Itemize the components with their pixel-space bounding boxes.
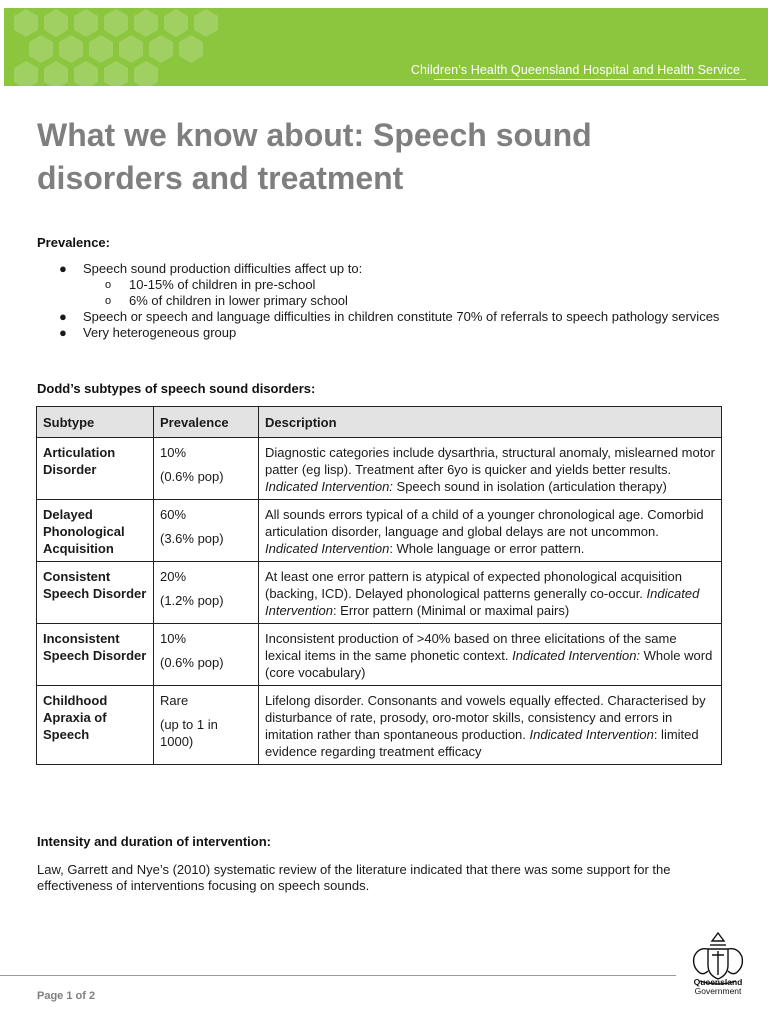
- prevalence-cell: Rare (up to 1 in 1000): [154, 686, 259, 765]
- subtypes-table: [36, 406, 722, 765]
- subtype-cell: Consistent Speech Disorder: [37, 562, 154, 624]
- circle-bullet-icon: o: [105, 279, 112, 291]
- column-header-prevalence: Prevalence: [154, 407, 259, 438]
- page-number: Page 1 of 2: [37, 990, 96, 1002]
- table-row: [37, 438, 722, 500]
- table-row: [37, 686, 722, 765]
- queensland-government-logo: Queensland Government: [693, 977, 743, 996]
- description-cell: Diagnostic categories include dysarthria, structural anomaly, mislearned motor patter (eg lisp). Treatment after 6yo is quicker and yields better results. Indicated Intervention: Speech sound in isolation (articulation therapy): [259, 438, 722, 500]
- sub-list-item: o 6% of children in lower primary school: [105, 293, 348, 308]
- description-cell: All sounds errors typical of a child of a younger chronological age. Comorbid articulation disorder, language and global delays are not uncommon. Indicated Intervention: Whole language or error pattern.: [259, 500, 722, 562]
- sub-list: [83, 277, 737, 309]
- header-banner: [4, 8, 768, 86]
- column-header-subtype: Subtype: [37, 407, 154, 438]
- subtype-cell: Articulation Disorder: [37, 438, 154, 500]
- column-header-description: Description: [259, 407, 722, 438]
- list-item: ● Speech sound production difficulties affect up to: o 10-15% of children in pre-school o 6% of children in lower primary school: [37, 261, 737, 309]
- circle-bullet-icon: o: [105, 295, 112, 307]
- footer-divider: [0, 975, 676, 976]
- organization-name: Children’s Health Queensland Hospital and Health Service: [410, 63, 740, 77]
- description-cell: Inconsistent production of >40% based on three elicitations of the same lexical items in the same phonetic context. Indicated Intervention: Whole word (core vocabulary): [259, 624, 722, 686]
- description-cell: At least one error pattern is atypical of expected phonological acquisition (backing, ICD). Delayed phonological patterns generally co-occur. Indicated Intervention: Error pattern (Minimal or maximal pairs): [259, 562, 722, 624]
- subtype-cell: Childhood Apraxia of Speech: [37, 686, 154, 765]
- intensity-heading: Intensity and duration of intervention:: [37, 834, 271, 849]
- prevalence-heading: Prevalence:: [37, 235, 110, 250]
- prevalence-list: [37, 261, 737, 341]
- bullet-icon: ●: [59, 325, 67, 340]
- table-row: [37, 562, 722, 624]
- table-header-row: [37, 407, 722, 438]
- table-row: [37, 624, 722, 686]
- prevalence-cell: 10% (0.6% pop): [154, 438, 259, 500]
- prevalence-cell: 20% (1.2% pop): [154, 562, 259, 624]
- subtype-cell: Inconsistent Speech Disorder: [37, 624, 154, 686]
- subtypes-heading: Dodd’s subtypes of speech sound disorders:: [37, 381, 316, 396]
- prevalence-cell: 60% (3.6% pop): [154, 500, 259, 562]
- description-cell: Lifelong disorder. Consonants and vowels equally effected. Characterised by disturbance of rate, prosody, oro-motor skills, consistency and errors in imitation rather than spontaneous production. Indicated Intervention: limited evidence regarding treatment efficacy: [259, 686, 722, 765]
- intensity-paragraph: Law, Garrett and Nye’s (2010) systematic review of the literature indicated that there was some support for the effectiveness of interventions focusing on speech sounds.: [37, 862, 671, 893]
- list-item: ● Very heterogeneous group: [59, 325, 237, 340]
- list-item: ● Speech or speech and language difficulties in children constitute 70% of referrals to speech pathology services: [59, 309, 720, 324]
- prevalence-cell: 10% (0.6% pop): [154, 624, 259, 686]
- bullet-icon: ●: [59, 309, 67, 324]
- subtype-cell: Delayed Phonological Acquisition: [37, 500, 154, 562]
- sub-list-item: o 10-15% of children in pre-school: [105, 277, 316, 292]
- banner-divider: [434, 79, 746, 80]
- table-row: [37, 500, 722, 562]
- page-title: What we know about: Speech sound disorders and treatment: [37, 117, 592, 196]
- bullet-icon: ●: [59, 261, 67, 276]
